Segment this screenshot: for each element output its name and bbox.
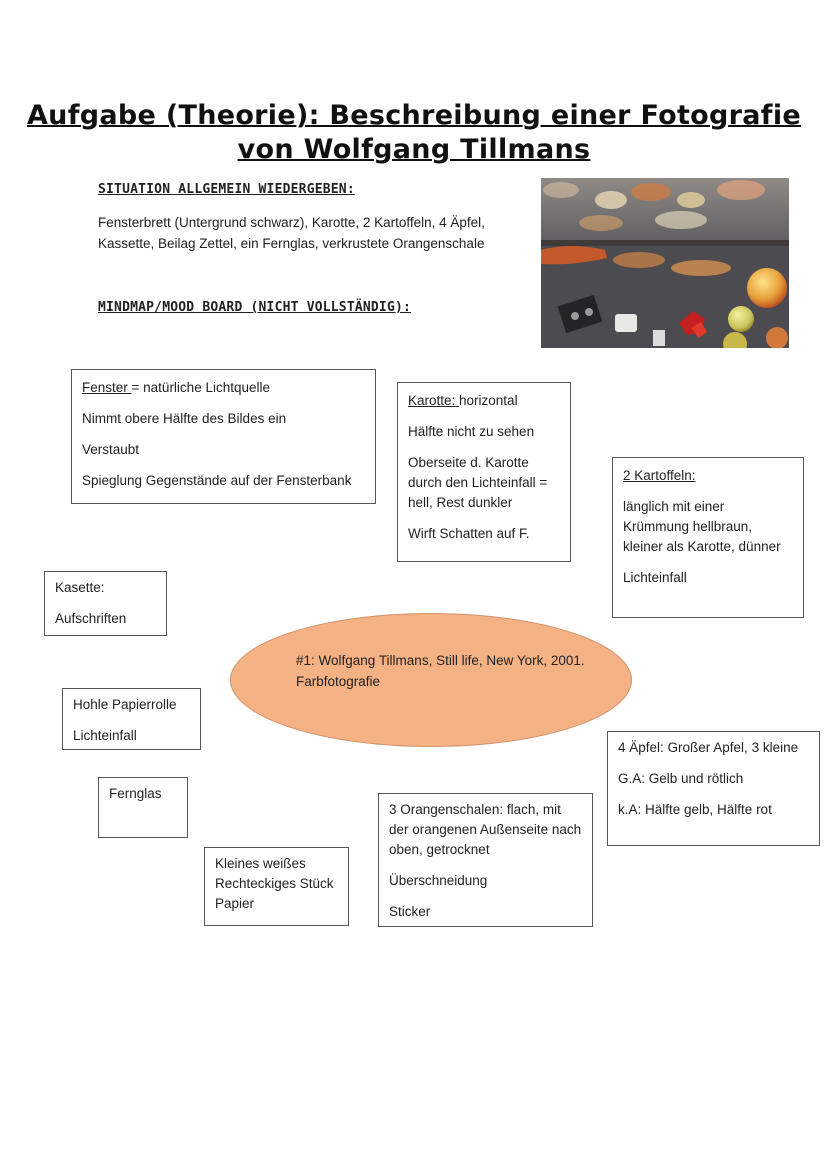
karotte-line: Hälfte nicht zu sehen: [408, 424, 535, 439]
karotte-line: Wirft Schatten auf F.: [408, 526, 530, 541]
kartoffeln-line: Lichteinfall: [623, 570, 687, 585]
kartoffeln-line: länglich mit einer Krümmung hellbraun, kleiner als Karotte, dünner: [623, 499, 781, 554]
orangenschalen-line: Überschneidung: [389, 873, 488, 888]
fenster-line: Nimmt obere Hälfte des Bildes ein: [82, 411, 287, 426]
papierrolle-line: Hohle Papierrolle: [73, 697, 177, 712]
situation-heading: SITUATION ALLGEMEIN WIEDERGEBEN:: [98, 182, 355, 197]
still-life-photo: [541, 178, 789, 348]
kasette-box: [44, 571, 167, 636]
fernglas-box: [98, 777, 188, 838]
situation-text: Fensterbrett (Untergrund schwarz), Karotte, 2 Kartoffeln, 4 Äpfel, Kassette, Beilag Zettel, ein Fernglas, verkrustete Orangenschale: [98, 215, 485, 251]
fenster-line: Verstaubt: [82, 442, 140, 457]
fenster-rest: = natürliche Lichtquelle: [131, 380, 270, 395]
kasette-line: Kasette:: [55, 580, 105, 595]
orangenschalen-line: Sticker: [389, 904, 431, 919]
papier-line: Kleines weißes Rechteckiges Stück Papier: [215, 856, 334, 911]
aepfel-box: [607, 731, 820, 846]
mindmap-heading: MINDMAP/MOOD BOARD (NICHT VOLLSTÄNDIG):: [98, 300, 412, 315]
papierrolle-box: [62, 688, 201, 750]
papierrolle-line: Lichteinfall: [73, 728, 137, 743]
fenster-line: Spieglung Gegenstände auf der Fensterbank: [82, 473, 352, 488]
papier-box: [204, 847, 349, 926]
center-topic-text: #1: Wolfgang Tillmans, Still life, New York, 2001. Farbfotografie: [296, 653, 585, 689]
karotte-rest: horizontal: [459, 393, 518, 408]
orangenschalen-line: 3 Orangenschalen: flach, mit der orangenen Außenseite nach oben, getrocknet: [389, 802, 582, 857]
kartoffeln-box: [612, 457, 804, 618]
aepfel-line: k.A: Hälfte gelb, Hälfte rot: [618, 802, 772, 817]
page-subtitle: von Wolfgang Tillmans: [237, 134, 591, 165]
aepfel-line: 4 Äpfel: Großer Apfel, 3 kleine: [618, 740, 799, 755]
karotte-label: Karotte:: [408, 393, 460, 408]
orangenschalen-box: [378, 793, 593, 927]
fenster-label: Fenster: [82, 380, 132, 395]
aepfel-line: G.A: Gelb und rötlich: [618, 771, 744, 786]
kasette-line: Aufschriften: [55, 611, 127, 626]
karotte-box: [397, 382, 571, 562]
page-title: Aufgabe (Theorie): Beschreibung einer Fotografie: [26, 100, 802, 131]
kartoffeln-label: 2 Kartoffeln:: [623, 468, 696, 483]
fenster-box: [71, 369, 376, 504]
fernglas-line: Fernglas: [109, 786, 162, 801]
karotte-line: Oberseite d. Karotte durch den Lichteinfall = hell, Rest dunkler: [408, 455, 548, 510]
